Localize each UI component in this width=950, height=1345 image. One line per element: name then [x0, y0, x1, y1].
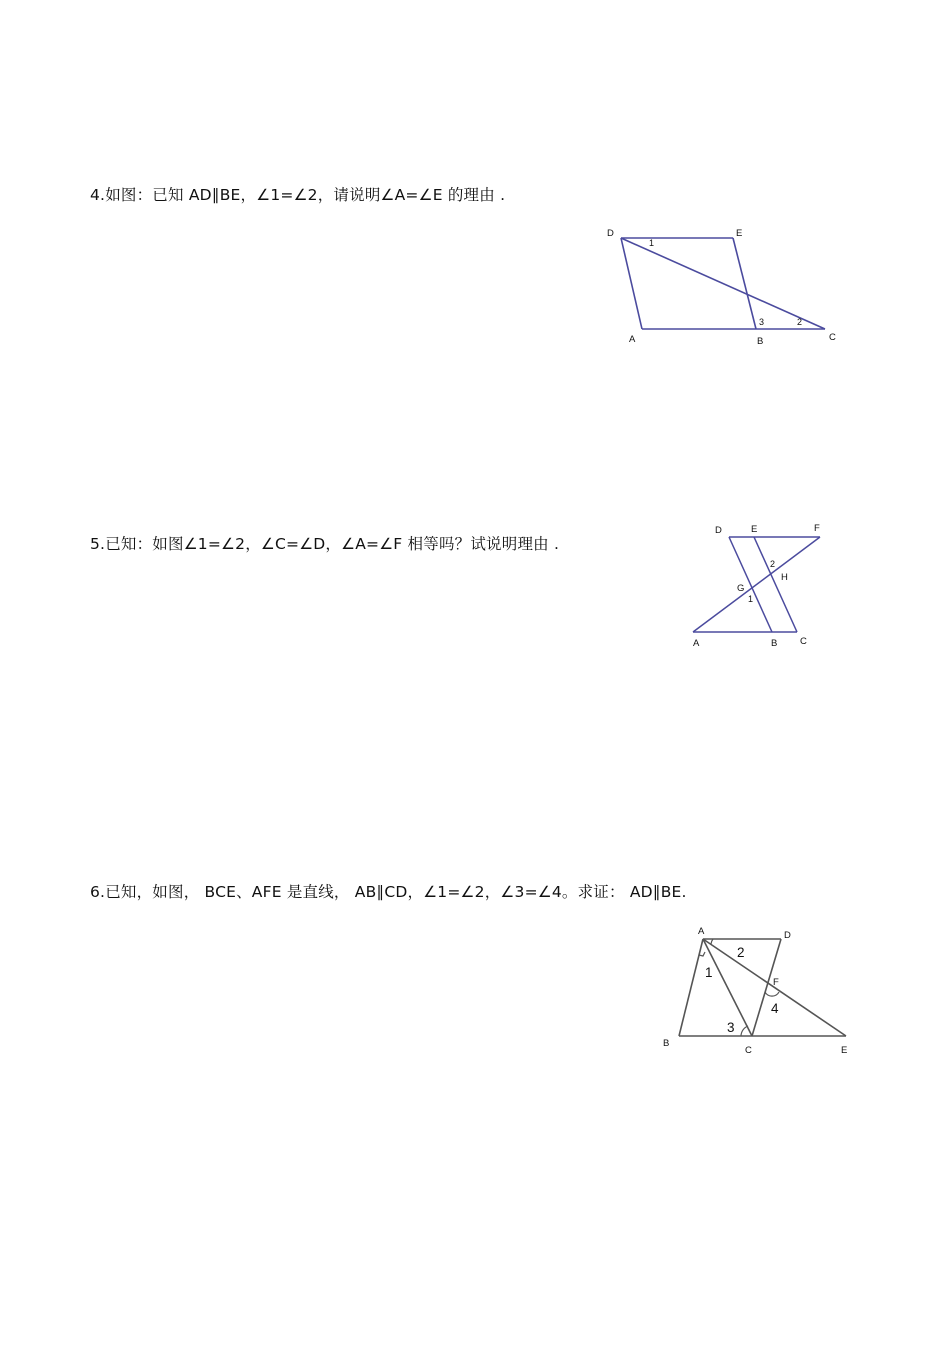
point-label-G: G [737, 583, 745, 594]
angle-label-1: 1 [649, 238, 655, 248]
point-label-E: E [751, 524, 758, 535]
angle-label-1: 1 [748, 594, 754, 604]
problem-4-figure [600, 225, 840, 350]
point-label-C: C [829, 332, 836, 343]
segment-DC [621, 238, 825, 329]
segment-AB [679, 939, 703, 1036]
point-label-E: E [841, 1045, 848, 1056]
angle-label-4: 4 [771, 1001, 779, 1016]
angle-label-3: 3 [759, 317, 765, 327]
point-label-B: B [663, 1038, 670, 1049]
segment-DA [621, 238, 642, 329]
problem-5-text: 5.已知：如图∠1=∠2，∠C=∠D，∠A=∠F 相等吗？试说明理由 . [90, 535, 560, 553]
point-label-B: B [771, 638, 778, 649]
point-label-B: B [757, 336, 764, 347]
point-label-A: A [629, 334, 636, 345]
problem-6-figure [655, 922, 855, 1062]
point-label-D: D [715, 525, 722, 536]
point-label-A: A [698, 926, 705, 937]
point-label-C: C [800, 636, 807, 647]
segment-EB [733, 238, 756, 329]
point-label-D: D [784, 930, 791, 941]
problem-6-text: 6.已知，如图， BCE、AFE 是直线， AB∥CD，∠1=∠2，∠3=∠4。求证： AD∥BE. [90, 883, 687, 901]
segment-DB [729, 537, 772, 632]
point-label-H: H [781, 572, 788, 583]
angle-label-2: 2 [770, 559, 776, 569]
problem-4-text: 4.如图：已知 AD∥BE，∠1=∠2，请说明∠A=∠E 的理由 . [90, 186, 506, 204]
angle-label-3: 3 [727, 1020, 735, 1035]
angle-label-1: 1 [705, 965, 713, 980]
angle-label-2: 2 [737, 945, 745, 960]
segment-EC [754, 537, 797, 632]
point-label-A: A [693, 638, 700, 649]
angle-arc-4 [765, 992, 779, 996]
point-label-F: F [773, 977, 779, 988]
point-label-E: E [736, 228, 743, 239]
problem-5-figure [690, 520, 830, 650]
point-label-F: F [814, 523, 820, 534]
point-label-D: D [607, 228, 614, 239]
segment-AF [693, 537, 820, 632]
point-label-C: C [745, 1045, 752, 1056]
angle-label-2: 2 [797, 317, 803, 327]
